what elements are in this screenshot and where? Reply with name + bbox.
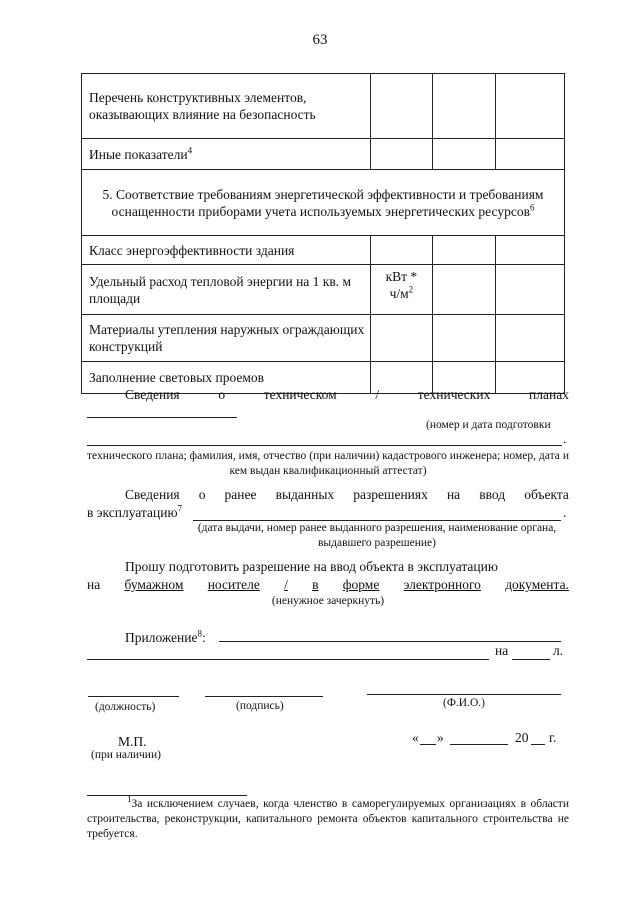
fio-field[interactable] — [367, 694, 561, 695]
request-line-1: Прошу подготовить разрешение на ввод объекта в эксплуатацию — [125, 559, 498, 574]
position-caption: (должность) — [95, 701, 156, 713]
table-row — [82, 139, 565, 170]
tech-plans-line: Сведения о техническом / технических планах — [125, 387, 569, 402]
tech-plans-hint-2: технического плана; фамилия, имя, отчество (при наличии) кадастрового инженера; номер, дата и кем выдан квалификационный аттестат) — [87, 450, 569, 477]
row-label: Класс энергоэффективности здания — [82, 236, 371, 265]
section-heading: 5. Соответствие требованиям энергетической эффективности и требованиям оснащенности приборами учета используемых энергетических ресурсов$^6$ — [82, 170, 565, 236]
prev-permits-line: Сведения о ранее выданных разрешениях на ввод объекта — [125, 487, 569, 502]
row-label: Материалы утепления наружных ограждающих конструкций — [82, 315, 371, 362]
prev-permits-line-2: в эксплуатацию$^7$ — [87, 503, 183, 520]
date-open-quote: « — [412, 730, 419, 745]
appendix-field-1[interactable] — [219, 641, 561, 642]
year-prefix: 20 — [515, 730, 529, 745]
table-row — [82, 315, 565, 362]
table-row — [82, 265, 565, 315]
row-label: Перечень конструктивных элементов, оказывающих влияние на безопасность — [82, 74, 371, 139]
footnote-divider — [87, 795, 247, 796]
year-field[interactable] — [531, 744, 545, 745]
tech-plans-field-1[interactable] — [87, 417, 237, 418]
appendix-sheets-field[interactable] — [512, 659, 550, 660]
page-number: 63 — [312, 32, 328, 48]
stamp-caption: (при наличии) — [91, 749, 161, 761]
request-line-2: на бумажном носителе / в форме электронного документа. — [87, 577, 569, 592]
month-field[interactable] — [450, 744, 508, 745]
footnote: $^1$За исключением случаев, когда членство в саморегулируемых организациях в области строительства, реконструкции, капитального ремонта объектов капитального строительства не требуется. — [87, 794, 569, 840]
appendix-field-2[interactable] — [87, 659, 489, 660]
row-label: Иные показатели$^4$ — [82, 139, 371, 170]
date-close-quote: » — [437, 730, 444, 745]
stamp-mark: М.П. — [118, 734, 147, 749]
prev-permits-hint: (дата выдачи, номер ранее выданного разрешения, наименование органа, выдавшего разрешение) — [197, 522, 557, 549]
day-field[interactable] — [420, 744, 436, 745]
fio-caption: (Ф.И.О.) — [443, 697, 485, 709]
tech-plans-hint-1: (номер и дата подготовки — [426, 419, 551, 431]
table-row — [82, 74, 565, 139]
position-field[interactable] — [88, 696, 179, 697]
table-section-row — [82, 170, 565, 236]
signature-field[interactable] — [205, 696, 323, 697]
tech-plans-field-2[interactable] — [87, 445, 562, 446]
table-row — [82, 236, 565, 265]
appendix-label: Приложение$^8$: — [125, 628, 206, 645]
signature-caption: (подпись) — [236, 700, 284, 712]
year-suffix: г. — [549, 730, 557, 745]
row-label: Удельный расход тепловой энергии на 1 кв. м площади — [82, 265, 371, 315]
indicators-table — [81, 73, 565, 394]
unit-cell: кВт * $ч/м^2$ — [370, 265, 433, 315]
request-hint: (ненужное зачеркнуть) — [271, 595, 385, 607]
row-label: Заполнение световых проемов — [82, 362, 371, 394]
